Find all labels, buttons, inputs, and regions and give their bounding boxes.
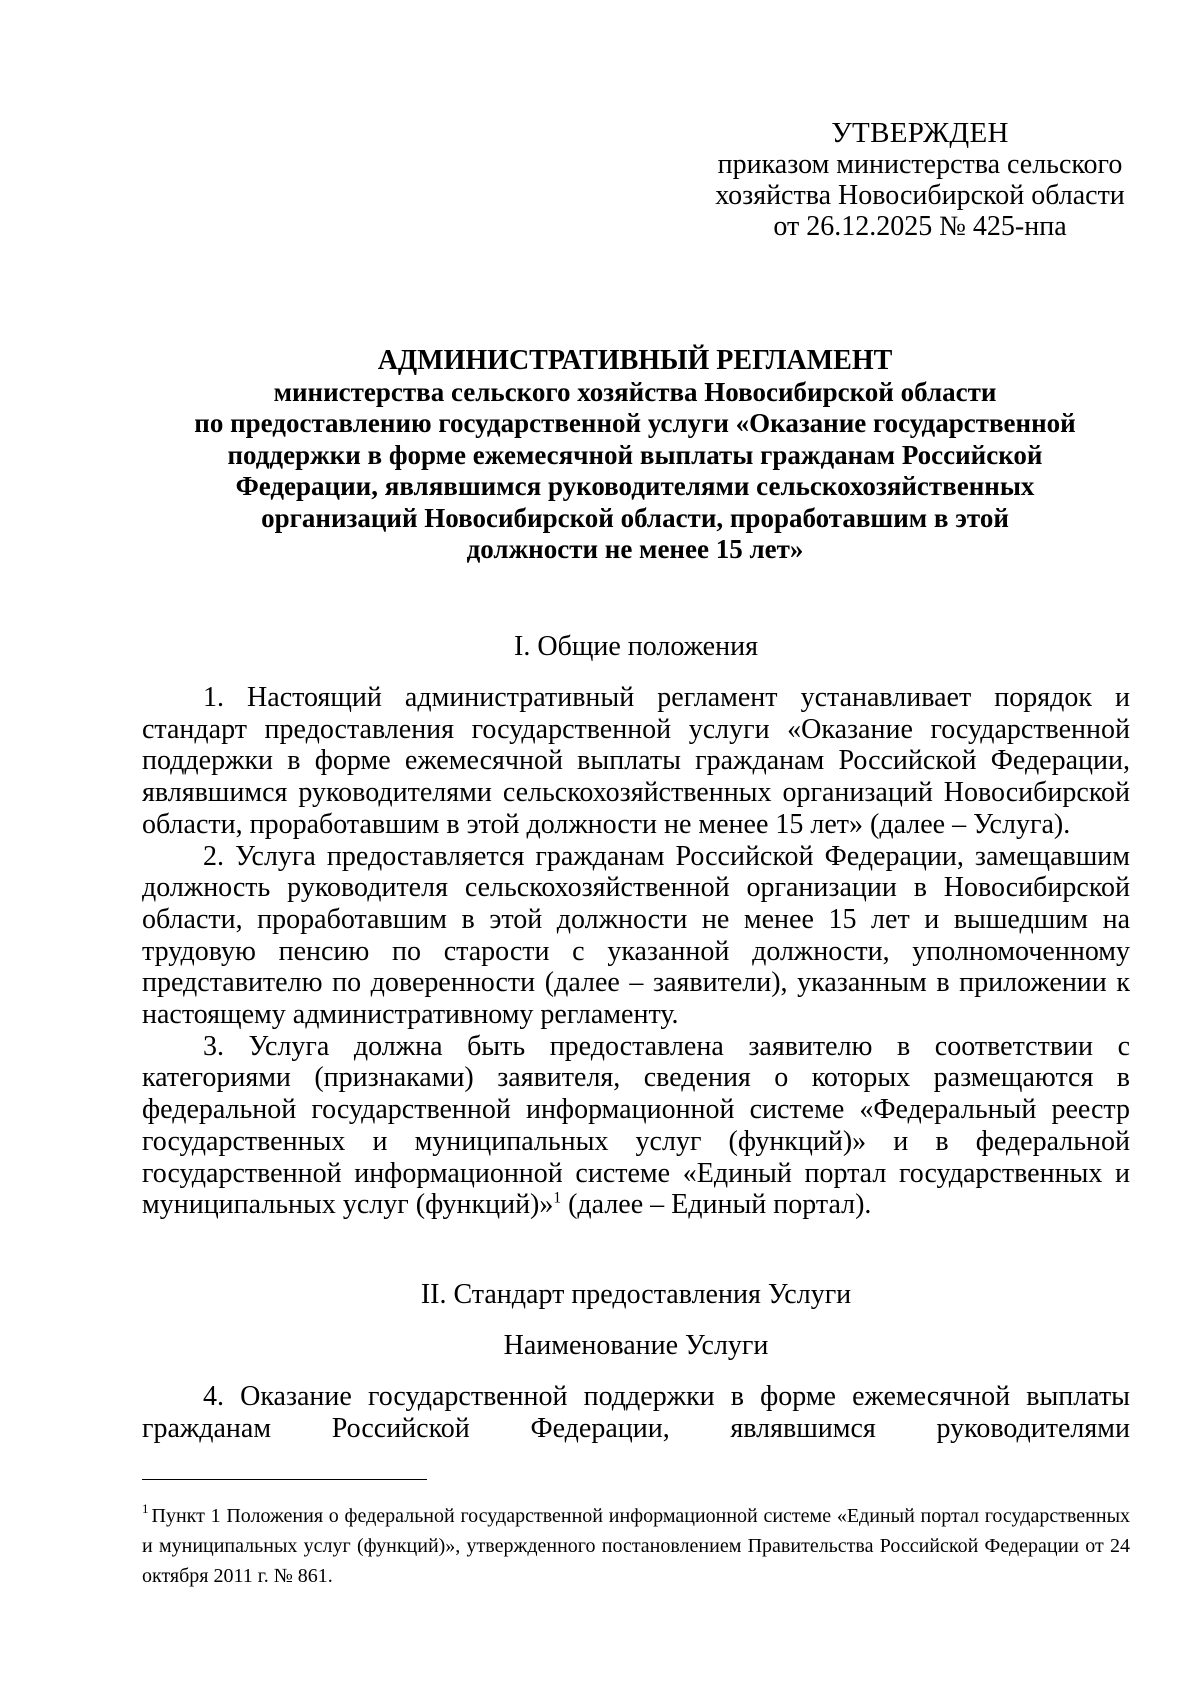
paragraph-1: 1. Настоящий административный регламент устанавливает порядок и стандарт предоставления государственной услуги «Оказание государственной поддержки в форме ежемесячной выплаты гражданам Российской Федерации, являвшимся руководителями сельскохозяйственных организаций Новосибирской области, проработавшим в этой должности не менее 15 лет» (далее – Услуга). (142, 682, 1130, 840)
approval-line: приказом министерства сельского (717, 149, 1123, 180)
footnote-divider (142, 1479, 427, 1480)
document-title-line: поддержки в форме ежемесячной выплаты гражданам Российской (227, 439, 1043, 470)
approval-line: хозяйства Новосибирской области (715, 180, 1125, 211)
section-heading-standard: II. Стандарт предоставления Услуги (420, 1279, 852, 1310)
document-title-main: АДМИНИСТРАТИВНЫЙ РЕГЛАМЕНТ (377, 345, 893, 376)
approval-stamp (700, 118, 1140, 242)
approval-line: от 26.12.2025 № 425-нпа (773, 211, 1067, 242)
document-title-line: организаций Новосибирской области, проработавшим в этой (261, 502, 1009, 533)
document-title-line: по предоставлению государственной услуги «Оказание государственной (194, 408, 1076, 438)
document-title (140, 345, 1130, 566)
footnote-text: Пункт 1 Положения о федеральной государственной информационной системе «Единый портал государственных и муниципальных услуг (функций)», утвержденного постановлением Правительства Российской Федерации от 24 октября 2011 г. № 861. (142, 1505, 1130, 1587)
paragraph-3-text: 3. Услуга должна быть предоставлена заявителю в соответствии с категориями (признаками) заявителя, сведения о которых размещаются в федеральной государственной информационной системе «Федеральный реестр государственных и муниципальных услуг (функций)» и в федеральной государственной информационной системе «Единый портал государственных и муниципальных услуг (функций)» (142, 1030, 1130, 1221)
section-general-body (142, 682, 1130, 1221)
paragraph-2: 2. Услуга предоставляется гражданам Российской Федерации, замещавшим должность руководителя сельскохозяйственной организации в Новосибирской области, проработавшим в этой должности не менее 15 лет и вышедшим на трудовую пенсию по старости с указанной должности, уполномоченному представителю по доверенности (далее – заявители), указанным в приложении к настоящему административному регламенту. (142, 840, 1130, 1031)
section-heading-general: I. Общие положения (514, 631, 758, 662)
subsection-heading-service-name: Наименование Услуги (503, 1330, 769, 1361)
paragraph-3 (142, 1031, 1130, 1221)
approval-title: УТВЕРЖДЕН (831, 117, 1009, 149)
footnote-reference[interactable]: 1 (553, 1189, 562, 1207)
paragraph-4: 4. Оказание государственной поддержки в форме ежемесячной выплаты гражданам Российской Федерации, являвшимся руководителями (142, 1381, 1130, 1444)
document-title-line: Федерации, являвшимся руководителями сельскохозяйственных (235, 471, 1035, 501)
footnote-mark: 1 (142, 1501, 149, 1516)
paragraph-3-tail: (далее – Единый портал). (561, 1189, 872, 1221)
document-title-line: министерства сельского хозяйства Новосибирской области (273, 376, 997, 407)
footnote (142, 1494, 1130, 1591)
document-title-line: должности не менее 15 лет» (466, 534, 804, 564)
section-standard-body (142, 1381, 1130, 1444)
